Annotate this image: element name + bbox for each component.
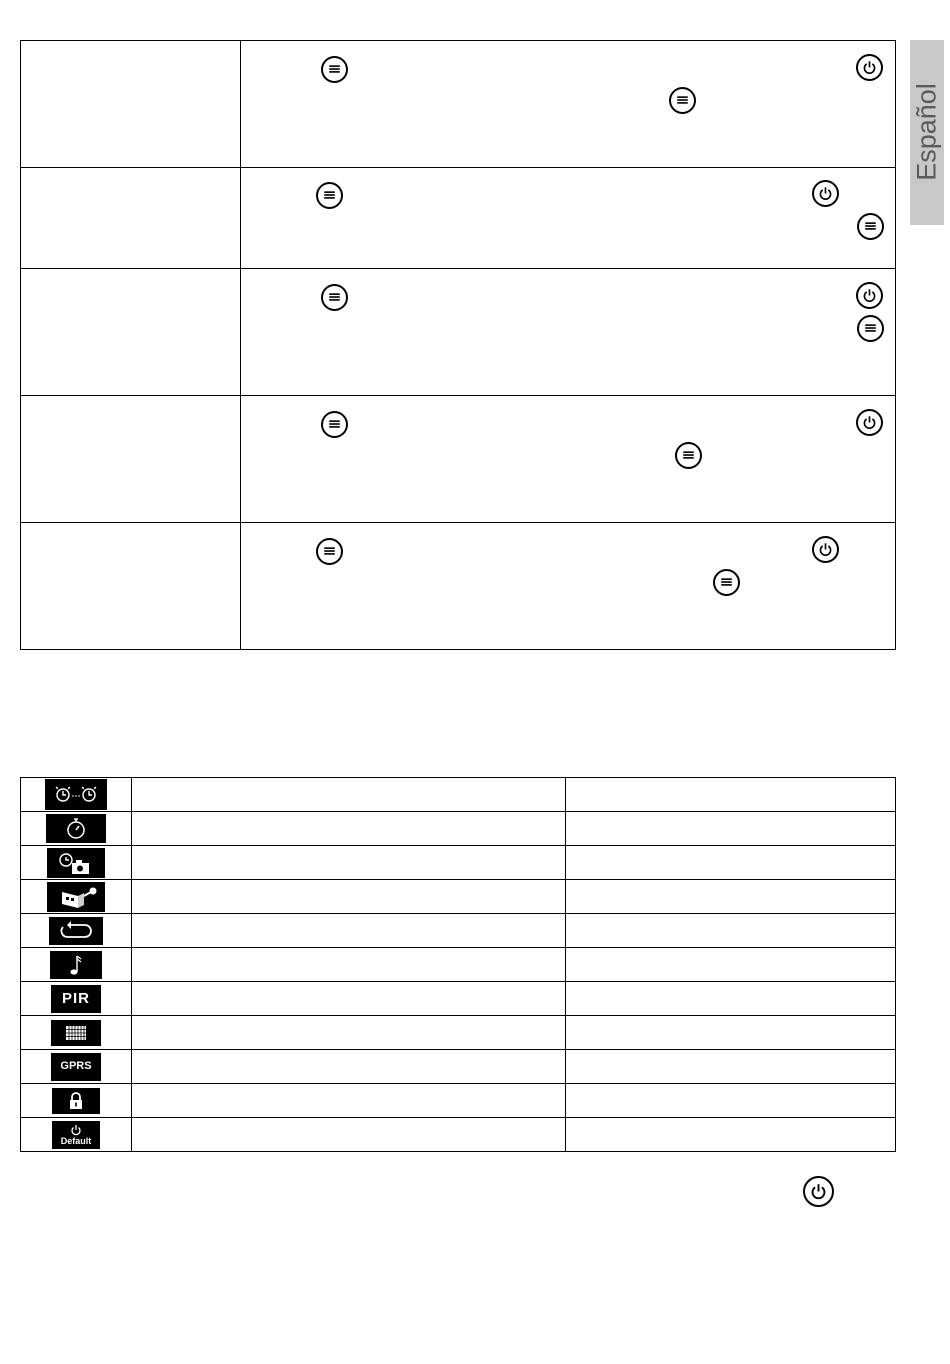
icon-value <box>566 982 896 1016</box>
pir-icon <box>51 985 101 1013</box>
icon-description <box>132 778 566 812</box>
power-icon <box>812 180 839 207</box>
icon-value <box>566 812 896 846</box>
settings-row-name <box>21 523 241 650</box>
language-tab-label: Español <box>911 83 942 181</box>
power-icon <box>856 409 883 436</box>
menu-icon <box>316 182 343 209</box>
table-row <box>21 1050 896 1084</box>
icon-description <box>132 1118 566 1152</box>
icon-legend-table <box>20 777 896 1152</box>
pir-icon-label: PIR <box>61 989 90 1007</box>
table-row <box>21 1016 896 1050</box>
gprs-icon <box>51 1053 101 1081</box>
icon-cell <box>21 880 132 914</box>
table-row <box>21 846 896 880</box>
icon-cell <box>21 1118 132 1152</box>
power-icon <box>856 54 883 81</box>
icon-cell <box>21 948 132 982</box>
table-row <box>21 778 896 812</box>
settings-row-body <box>241 269 896 396</box>
menu-icon <box>857 213 884 240</box>
icon-description <box>132 1050 566 1084</box>
table-row <box>21 1118 896 1152</box>
table-row <box>21 948 896 982</box>
settings-row <box>21 168 896 269</box>
settings-table <box>20 40 896 650</box>
menu-icon <box>675 442 702 469</box>
icon-description <box>132 982 566 1016</box>
alarm-clock-range-icon <box>45 779 107 810</box>
icon-value <box>566 846 896 880</box>
lock-icon <box>52 1088 100 1114</box>
settings-row-body <box>241 396 896 523</box>
menu-icon <box>669 87 696 114</box>
icon-description <box>132 1084 566 1118</box>
icon-description <box>132 812 566 846</box>
settings-row <box>21 269 896 396</box>
icon-value <box>566 880 896 914</box>
icon-cell <box>21 778 132 812</box>
icon-description <box>132 948 566 982</box>
power-icon <box>812 536 839 563</box>
icon-cell <box>21 846 132 880</box>
icon-value <box>566 1050 896 1084</box>
settings-row-name <box>21 41 241 168</box>
camera-sensor-icon <box>47 882 105 912</box>
icon-cell <box>21 1050 132 1084</box>
menu-icon <box>321 411 348 438</box>
settings-row-name <box>21 168 241 269</box>
table-row <box>21 1084 896 1118</box>
icon-description <box>132 880 566 914</box>
icon-value <box>566 1084 896 1118</box>
grid-icon <box>51 1020 101 1046</box>
music-note-icon <box>50 951 102 979</box>
menu-icon <box>316 538 343 565</box>
default-power-icon <box>52 1121 100 1149</box>
icon-cell <box>21 812 132 846</box>
power-icon <box>803 1176 834 1207</box>
menu-icon <box>321 284 348 311</box>
icon-value <box>566 1016 896 1050</box>
settings-row <box>21 523 896 650</box>
icon-value <box>566 914 896 948</box>
settings-row <box>21 396 896 523</box>
settings-row <box>21 41 896 168</box>
stopwatch-icon <box>46 814 106 843</box>
gprs-icon-label: GPRS <box>60 1059 92 1072</box>
icon-value <box>566 1118 896 1152</box>
default-icon-label: Default <box>60 1135 92 1146</box>
settings-row-body <box>241 523 896 650</box>
icon-description <box>132 914 566 948</box>
menu-icon <box>321 56 348 83</box>
table-row <box>21 812 896 846</box>
icon-value <box>566 948 896 982</box>
menu-icon <box>713 569 740 596</box>
menu-icon <box>857 315 884 342</box>
settings-row-body <box>241 168 896 269</box>
icon-description <box>132 1016 566 1050</box>
settings-row-name <box>21 269 241 396</box>
table-row <box>21 982 896 1016</box>
icon-description <box>132 846 566 880</box>
table-row <box>21 880 896 914</box>
power-icon <box>856 282 883 309</box>
settings-row-name <box>21 396 241 523</box>
icon-value <box>566 778 896 812</box>
icon-cell <box>21 1016 132 1050</box>
settings-row-body <box>241 41 896 168</box>
table-row <box>21 914 896 948</box>
icon-cell <box>21 1084 132 1118</box>
icon-cell <box>21 982 132 1016</box>
timer-camera-icon <box>47 848 105 878</box>
loop-icon <box>49 917 103 945</box>
icon-cell <box>21 914 132 948</box>
language-tab <box>910 40 944 225</box>
